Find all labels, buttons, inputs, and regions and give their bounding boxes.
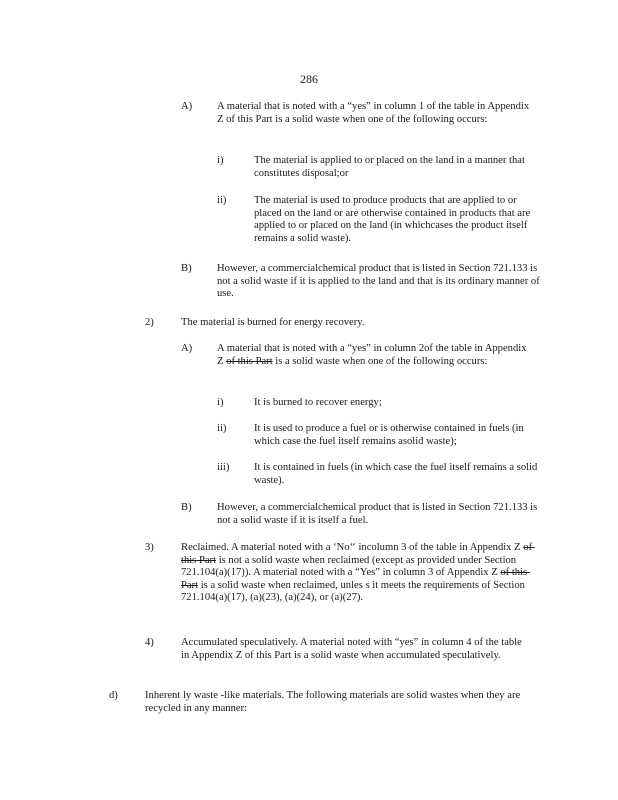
page-number: 286: [300, 72, 318, 86]
item-2-a-iii-label: iii): [217, 462, 230, 473]
item-4-label: 4): [145, 637, 154, 648]
item-3-text: Reclaimed. A material noted with a ‘No‘‘ incolumn 3 of the table in Appendix Z of this Part is not a solid waste when reclaimed (except as provided under Section 721.104(a)(17)). A material noted with a “Yes” in column 3 of Appendix Z of this Part is a solid waste when reclaimed, unles s it meets the requirements of Section 721.104(a)(17), (a)(23), (a)(24), or (a)(27).: [181, 542, 535, 604]
item-2-a-iii-text: It is contained in fuels (in which case the fuel itself remains a solid waste).: [254, 462, 540, 486]
para-b-label: B): [181, 263, 192, 274]
para-a-i-text: The material is applied to or placed on the land in a manner that constitutes disposal;or: [254, 155, 528, 179]
item-2-a-i-text: It is burned to recover energy;: [254, 397, 382, 408]
item-2-a-ii-text: It is used to produce a fuel or is otherwise contained in fuels (in which case the fuel itself remains asolid waste);: [254, 423, 527, 447]
para-d-text: Inherent ly waste -like materials. The following materials are solid wastes when they are recycled in any manner:: [145, 690, 523, 714]
struck-text: of this Part: [226, 355, 273, 367]
item-2-a-text: A material that is noted with a “yes” in column 2of the table in Appendix Z of this Part is a solid waste when one of the following occurs:: [217, 343, 530, 367]
item-4-text: Accumulated speculatively. A material noted with “yes” in column 4 of the table in Appendix Z of this Part is a solid waste when accumulated speculatively.: [181, 637, 525, 661]
item-2-b-text: However, a commercialchemical product that is listed in Section 721.133 is not a solid waste if it is itself a fuel.: [217, 502, 540, 526]
para-a-ii-text: The material is used to produce products that are applied to or placed on the land or are otherwise contained in products that are applied to or placed on the land (in whichcases the product itself remains a solid waste).: [254, 195, 533, 244]
para-a-label: A): [181, 101, 193, 112]
struck-text: of this Part: [181, 567, 530, 591]
item-2-label: 2): [145, 317, 154, 328]
para-b-text: However, a commercialchemical product that is listed in Section 721.133 is not a solid waste if it is applied to the land and that is its ordinary manner of use.: [217, 263, 543, 300]
struck-text: of this Part: [181, 542, 535, 566]
item-2-a-ii-label: ii): [217, 423, 227, 434]
item-2-b-label: B): [181, 502, 192, 513]
para-a-i-label: i): [217, 155, 224, 166]
item-3-label: 3): [145, 542, 154, 553]
item-2-text: The material is burned for energy recovery.: [181, 317, 365, 328]
item-2-a-i-label: i): [217, 397, 224, 408]
para-a-ii-label: ii): [217, 195, 227, 206]
para-a-text: A material that is noted with a “yes” in column 1 of the table in Appendix Z of this Part is a solid waste when one of the following occurs:: [217, 101, 532, 125]
para-d-label: d): [109, 690, 118, 701]
item-2-a-label: A): [181, 343, 193, 354]
